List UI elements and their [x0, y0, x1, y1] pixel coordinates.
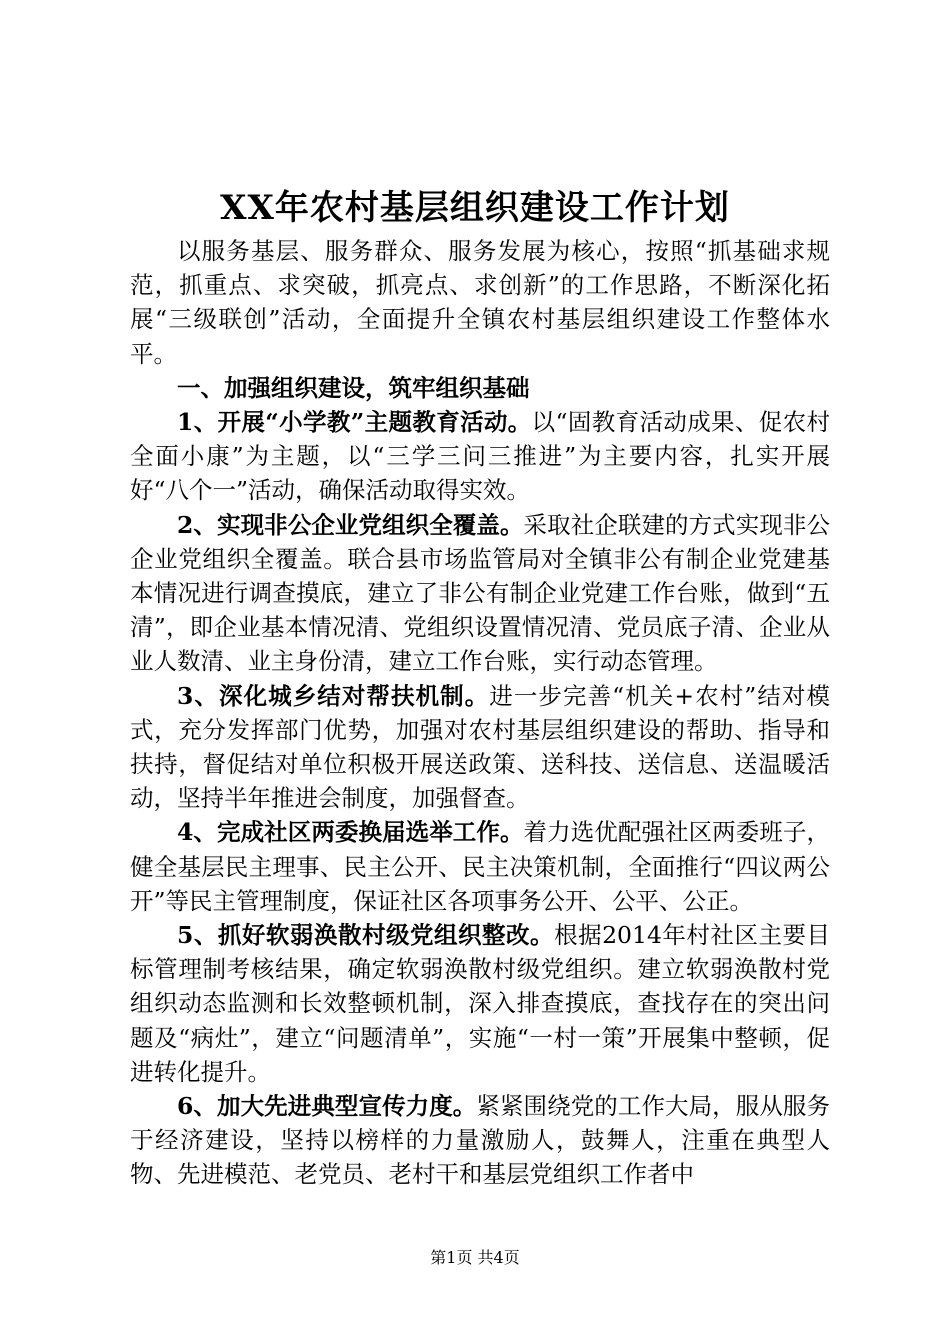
item-paragraph — [130, 1089, 830, 1192]
item-text: 进一步完善“机关+农村”结对模式，充分发挥部门优势，加强对农村基层组织建设的帮助、指导和扶持，督促结对单位积极开展送政策、送科技、送信息、送温暖活动，坚持半年推进会制度，加强督查。 — [130, 681, 830, 813]
item-lead: 6、加大先进典型宣传力度。 — [177, 1092, 477, 1121]
item-lead: 2、实现非公企业党组织全覆盖。 — [177, 510, 524, 539]
document-body — [130, 234, 830, 1192]
item-paragraph — [130, 815, 830, 918]
item-text: 着力选优配强社区两委班子，健全基层民主理事、民主公开、民主决策机制，全面推行“四议两公开”等民主管理制度，保证社区各项事务公开、公平、公正。 — [130, 818, 830, 915]
section-heading: 一、加强组织建设，筑牢组织基础 — [177, 373, 530, 402]
item-lead: 1、开展“小学教”主题教育活动。 — [177, 408, 532, 437]
item-text: 采取社企联建的方式实现非公企业党组织全覆盖。联合县市场监管局对全镇非公有制企业党建基本情况进行调查摸底，建立了非公有制企业党建工作台账，做到“五清”，即企业基本情况清、党组织设置情况清、党员底子清、企业从业人数清、业主身份清，建立工作台账，实行动态管理。 — [130, 510, 830, 676]
item-paragraph — [130, 508, 830, 679]
item-lead: 5、抓好软弱涣散村级党组织整改。 — [177, 921, 555, 950]
page-number-footer: 第1页 共4页 — [430, 1248, 520, 1267]
item-lead: 4、完成社区两委换届选举工作。 — [177, 818, 524, 847]
item-paragraph — [130, 679, 830, 816]
intro-paragraph: 以服务基层、服务群众、服务发展为核心，按照“抓基础求规范，抓重点、求突破，抓亮点、求创新”的工作思路，不断深化拓展“三级联创”活动，全面提升全镇农村基层组织建设工作整体水平。 — [130, 237, 830, 368]
item-lead: 3、深化城乡结对帮扶机制。 — [177, 681, 490, 710]
item-paragraph — [130, 918, 830, 1089]
document-title: XX年农村基层组织建设工作计划 — [220, 188, 730, 228]
item-paragraph — [130, 405, 830, 508]
item-text: 根据2014年村社区主要目标管理制考核结果，确定软弱涣散村级党组织。建立软弱涣散村党组织动态监测和长效整顿机制，深入排查摸底，查找存在的突出问题及“病灶”，建立“问题清单”，实施“一村一策”开展集中整顿，促进转化提升。 — [130, 921, 830, 1086]
item-text: 紧紧围绕党的工作大局，服从服务于经济建设，坚持以榜样的力量激励人，鼓舞人，注重在典型人物、先进模范、老党员、老村干和基层党组织工作者中 — [130, 1092, 831, 1189]
item-text: 以“固教育活动成果、促农村全面小康”为主题，以“三学三问三推进”为主要内容，扎实开展好“八个一”活动，确保活动取得实效。 — [130, 408, 830, 505]
